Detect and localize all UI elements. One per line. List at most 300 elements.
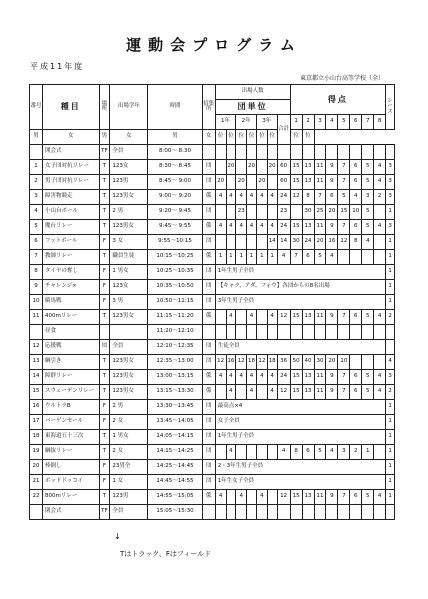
race-count: 1: [386, 295, 395, 310]
point-value: 15: [290, 370, 302, 385]
table-row: [30, 295, 395, 310]
participant-count: [267, 205, 277, 220]
event-time: 14:55〜15:05: [148, 490, 202, 505]
assembly-place: [202, 145, 215, 160]
header-g2-male: 男: [99, 130, 110, 145]
row-number: 15: [30, 385, 43, 400]
table-row: [30, 445, 395, 460]
participant-count: [247, 505, 257, 520]
participation-note: 最高点×4: [215, 400, 385, 415]
event-name: 昼食: [43, 325, 99, 340]
point-value: 11: [314, 385, 326, 400]
participant-count: [215, 160, 226, 175]
event-place: F: [99, 235, 110, 250]
event-time: 9:55〜10:15: [148, 235, 202, 250]
header-assembly: 招集所: [202, 85, 215, 130]
event-place: T: [99, 385, 110, 400]
race-count: 3: [386, 160, 395, 175]
header-point-6: 6: [350, 115, 362, 130]
race-count: 1: [386, 205, 395, 220]
table-row: [30, 415, 395, 430]
race-count: [386, 145, 395, 160]
participant-count: 4: [267, 370, 277, 385]
table-row: [30, 475, 395, 490]
event-grade: 3 女: [110, 235, 148, 250]
event-time: 11:20〜12:10: [148, 325, 202, 340]
table-row: [30, 400, 395, 415]
point-value: 30: [302, 205, 314, 220]
participant-count: 4: [277, 250, 290, 265]
participant-count: [215, 145, 226, 160]
event-place: T: [99, 190, 110, 205]
assembly-place: 団: [202, 160, 215, 175]
point-value: 8: [302, 190, 314, 205]
participant-count: 4: [215, 370, 226, 385]
participant-count: 1: [267, 250, 277, 265]
table-row: [30, 235, 395, 250]
assembly-place: 係: [202, 370, 215, 385]
assembly-place: 団: [202, 445, 215, 460]
race-count: 1: [386, 445, 395, 460]
point-value: [350, 325, 362, 340]
event-grade: 123男女: [110, 220, 148, 235]
point-value: 5: [362, 490, 374, 505]
point-value: 4: [326, 250, 338, 265]
point-value: [350, 505, 362, 520]
point-value: 5: [314, 250, 326, 265]
header-grade-1: 1年: [215, 115, 236, 130]
event-grade: 123男女: [110, 385, 148, 400]
event-place: T: [99, 250, 110, 265]
point-value: 5: [362, 385, 374, 400]
point-value: [290, 145, 302, 160]
participant-count: [256, 325, 267, 340]
header-g1-female: 女: [43, 130, 99, 145]
point-value: 9: [326, 310, 338, 325]
participant-count: 4: [247, 385, 257, 400]
header-point-1: 1: [290, 115, 302, 130]
event-name: 応援戦: [43, 340, 99, 355]
point-value: [362, 505, 374, 520]
event-place: T: [99, 370, 110, 385]
participant-count: [277, 145, 290, 160]
point-value: 9: [326, 220, 338, 235]
event-place: T: [99, 355, 110, 370]
point-value: 10: [350, 205, 362, 220]
event-place: 団: [99, 340, 110, 355]
participant-count: 4: [247, 220, 257, 235]
point-value: [374, 445, 386, 460]
participant-count: 1: [247, 250, 257, 265]
header-time: 時間: [148, 85, 202, 130]
event-time: 10:35〜10:50: [148, 280, 202, 295]
point-value: 4: [374, 220, 386, 235]
event-name: 小山台ボール: [43, 205, 99, 220]
event-place: T: [99, 310, 110, 325]
header-rank-5: 位: [256, 130, 267, 145]
header-races: レース: [386, 85, 395, 130]
participant-count: 18: [247, 355, 257, 370]
point-value: 15: [290, 310, 302, 325]
header-rank-1: 位: [215, 130, 226, 145]
race-count: 3: [386, 190, 395, 205]
participant-count: [236, 160, 247, 175]
event-time: 15:05〜15:30: [148, 505, 202, 520]
participation-note: 1年生女子全員: [215, 475, 385, 490]
table-row: [30, 265, 395, 280]
point-value: 7: [338, 175, 350, 190]
participant-count: [267, 145, 277, 160]
point-value: 7: [338, 310, 350, 325]
point-value: [338, 325, 350, 340]
header-points: 得点: [290, 85, 386, 115]
point-value: 7: [314, 190, 326, 205]
participant-count: [215, 505, 226, 520]
point-value: [326, 505, 338, 520]
point-value: [338, 505, 350, 520]
event-place: T: [99, 220, 110, 235]
header-no: 番号: [30, 85, 43, 130]
participant-count: [226, 505, 236, 520]
event-time: 11:15〜11:20: [148, 310, 202, 325]
point-value: 6: [350, 385, 362, 400]
participant-count: 14: [267, 235, 277, 250]
header-place: 場所: [99, 85, 110, 130]
participation-note: 女子全員: [215, 415, 385, 430]
participant-count: 4: [256, 490, 267, 505]
header-point-3: 3: [314, 115, 326, 130]
participant-count: [267, 505, 277, 520]
table-row: [30, 190, 395, 205]
event-time: 9:45〜 9:55: [148, 220, 202, 235]
participation-note: 3年生男子全員: [215, 295, 385, 310]
participant-count: [236, 505, 247, 520]
point-value: [350, 355, 362, 370]
point-value: 5: [362, 310, 374, 325]
participant-count: [247, 325, 257, 340]
point-value: 15: [290, 220, 302, 235]
event-time: 13:00〜13:15: [148, 370, 202, 385]
table-row: [30, 430, 395, 445]
event-place: F: [99, 400, 110, 415]
header-point-4: 4: [326, 115, 338, 130]
race-count: [386, 340, 395, 355]
point-value: 13: [302, 490, 314, 505]
event-grade: 2 女: [110, 415, 148, 430]
event-place: T: [99, 205, 110, 220]
table-row: [30, 220, 395, 235]
participant-count: 12: [215, 355, 226, 370]
participant-count: [247, 145, 257, 160]
participation-note: 1年生男子全員: [215, 265, 385, 280]
participant-count: [226, 325, 236, 340]
point-value: 9: [326, 490, 338, 505]
participant-count: [247, 490, 257, 505]
participant-count: 36: [277, 355, 290, 370]
point-value: [374, 355, 386, 370]
event-name: 800mリレー: [43, 490, 99, 505]
participant-count: 4: [256, 190, 267, 205]
event-place: F: [99, 295, 110, 310]
point-value: 3: [338, 445, 350, 460]
participant-count: 20: [267, 160, 277, 175]
point-value: 15: [290, 385, 302, 400]
table-header: [30, 85, 395, 145]
participant-count: 24: [277, 190, 290, 205]
race-count: 1: [386, 490, 395, 505]
participant-count: [236, 445, 247, 460]
event-time: 10:50〜11:15: [148, 295, 202, 310]
participant-count: [247, 235, 257, 250]
assembly-place: 団: [202, 295, 215, 310]
participant-count: [267, 490, 277, 505]
assembly-place: 団: [202, 205, 215, 220]
participant-count: [236, 325, 247, 340]
participant-count: 16: [226, 355, 236, 370]
race-count: 4: [386, 355, 395, 370]
event-grade: 123男: [110, 175, 148, 190]
participant-count: [256, 145, 267, 160]
event-grade: 123男女: [110, 310, 148, 325]
participant-count: 4: [226, 310, 236, 325]
participant-count: 4: [267, 190, 277, 205]
program-table: [29, 84, 395, 520]
point-value: 2: [350, 445, 362, 460]
race-count: 1: [386, 430, 395, 445]
point-value: [302, 145, 314, 160]
point-value: 7: [290, 250, 302, 265]
event-grade: 123女: [110, 280, 148, 295]
participant-count: [267, 445, 277, 460]
point-value: [374, 205, 386, 220]
table-row: [30, 175, 395, 190]
event-time: 14:45〜14:55: [148, 475, 202, 490]
participant-count: 4: [267, 385, 277, 400]
participant-count: 4: [226, 370, 236, 385]
header-point-8: 8: [374, 115, 386, 130]
event-time: 9:00〜 9:20: [148, 190, 202, 205]
participant-count: 4: [277, 445, 290, 460]
point-value: [314, 505, 326, 520]
point-value: 7: [338, 370, 350, 385]
point-value: 6: [350, 175, 362, 190]
point-value: 6: [350, 490, 362, 505]
assembly-place: 係: [202, 310, 215, 325]
event-name: 障群リレー: [43, 370, 99, 385]
assembly-place: 団: [202, 355, 215, 370]
row-number: 18: [30, 430, 43, 445]
event-time: 13:45〜14:05: [148, 415, 202, 430]
point-value: [350, 145, 362, 160]
header-rank-3: 位: [236, 130, 247, 145]
participant-count: [256, 235, 267, 250]
row-number: 22: [30, 490, 43, 505]
race-count: 2: [386, 310, 395, 325]
participant-count: [256, 505, 267, 520]
participant-count: 12: [236, 355, 247, 370]
event-place: T: [99, 160, 110, 175]
point-value: [374, 325, 386, 340]
participant-count: [277, 325, 290, 340]
point-value: 15: [290, 490, 302, 505]
race-count: 3: [386, 220, 395, 235]
event-place: [99, 325, 110, 340]
participant-count: 4: [236, 490, 247, 505]
event-name: 棒倒し: [43, 460, 99, 475]
point-value: 5: [338, 190, 350, 205]
event-name: 騎馬戦: [43, 295, 99, 310]
event-grade: 123男女: [110, 190, 148, 205]
participant-count: 12: [277, 310, 290, 325]
participant-count: 4: [247, 310, 257, 325]
table-row: [30, 145, 395, 160]
header-g3-male: 男: [148, 130, 202, 145]
point-value: [302, 505, 314, 520]
participant-count: [247, 445, 257, 460]
point-value: [362, 145, 374, 160]
participation-note: 1年生男子全員: [215, 430, 385, 445]
event-grade: 2 男: [110, 205, 148, 220]
participant-count: 24: [277, 370, 290, 385]
point-value: 7: [338, 490, 350, 505]
point-value: 13: [302, 175, 314, 190]
event-name: 閉会式: [43, 505, 99, 520]
point-value: [374, 145, 386, 160]
point-value: [374, 250, 386, 265]
event-time: 10:15〜10:25: [148, 250, 202, 265]
event-time: 8:45〜 9:00: [148, 175, 202, 190]
participant-count: [226, 145, 236, 160]
row-number: 13: [30, 355, 43, 370]
point-value: 9: [326, 370, 338, 385]
point-value: [362, 250, 374, 265]
event-name: ウルトラB: [43, 400, 99, 415]
header-rank-4: 位: [247, 130, 257, 145]
point-value: 10: [338, 355, 350, 370]
event-name: 女子団対抗リレー: [43, 160, 99, 175]
row-number: 2: [30, 175, 43, 190]
header-grade-3: 3年: [256, 115, 277, 130]
participant-count: 14: [277, 235, 290, 250]
footnote: Tはトラック、Fはフィールド: [120, 550, 212, 558]
point-value: [290, 325, 302, 340]
assembly-place: 係: [202, 490, 215, 505]
participant-count: [215, 385, 226, 400]
event-name: 綱引き: [43, 355, 99, 370]
point-value: [350, 250, 362, 265]
participant-count: 1: [256, 250, 267, 265]
participant-count: [215, 235, 226, 250]
point-value: 40: [302, 355, 314, 370]
event-grade: 職員生徒: [110, 250, 148, 265]
participant-count: [256, 445, 267, 460]
point-value: [314, 325, 326, 340]
table-row: [30, 490, 395, 505]
participant-count: [256, 205, 267, 220]
event-time: 8:00〜 8:30: [148, 145, 202, 160]
participant-count: [236, 235, 247, 250]
row-number: 3: [30, 190, 43, 205]
table-row: [30, 205, 395, 220]
header-point-5: 5: [338, 115, 350, 130]
point-value: 6: [302, 250, 314, 265]
point-value: 20: [326, 355, 338, 370]
race-count: 3: [386, 370, 395, 385]
row-number: 19: [30, 445, 43, 460]
participant-count: 4: [256, 370, 267, 385]
point-value: 4: [374, 370, 386, 385]
event-place: T: [99, 430, 110, 445]
header-point-2: 2: [302, 115, 314, 130]
point-value: 13: [302, 160, 314, 175]
participant-count: [226, 175, 236, 190]
participant-count: 4: [215, 190, 226, 205]
participant-count: 12: [277, 490, 290, 505]
point-value: 6: [350, 370, 362, 385]
table-row: [30, 160, 395, 175]
point-value: 8: [350, 235, 362, 250]
event-grade: 123男女: [110, 355, 148, 370]
event-name: 東海道五十三次: [43, 430, 99, 445]
point-value: 7: [338, 160, 350, 175]
event-time: 14:25〜14:45: [148, 460, 202, 475]
event-name: 男子団対抗リレー: [43, 175, 99, 190]
participant-count: 4: [226, 385, 236, 400]
race-count: 3: [386, 175, 395, 190]
assembly-place: 係: [202, 190, 215, 205]
arrow-mark: ↓: [114, 532, 121, 541]
point-value: 8: [290, 445, 302, 460]
point-value: [326, 325, 338, 340]
row-number: 8: [30, 265, 43, 280]
point-value: [314, 145, 326, 160]
point-value: 4: [374, 385, 386, 400]
row-number: [30, 145, 43, 160]
assembly-place: 団: [202, 280, 215, 295]
event-time: 9:20〜 9:45: [148, 205, 202, 220]
point-value: 20: [314, 235, 326, 250]
event-place: F: [99, 460, 110, 475]
event-name: 魔台リレー: [43, 220, 99, 235]
participation-note: 生徒全員: [215, 340, 385, 355]
participant-count: [236, 385, 247, 400]
event-grade: [110, 325, 148, 340]
row-number: 21: [30, 475, 43, 490]
event-grade: 1 男女: [110, 265, 148, 280]
table-row: [30, 325, 395, 340]
header-rank-2: 位: [226, 130, 236, 145]
race-count: [386, 325, 395, 340]
assembly-place: 団: [202, 415, 215, 430]
point-value: 4: [362, 235, 374, 250]
event-grade: 1 女: [110, 475, 148, 490]
point-value: 30: [290, 235, 302, 250]
point-value: 16: [326, 235, 338, 250]
header-g2-female: 女: [110, 130, 148, 145]
participation-note: 2・3年生男子全員: [215, 460, 385, 475]
participant-count: [226, 490, 236, 505]
event-name: チャレンジ∞: [43, 280, 99, 295]
point-value: 20: [326, 205, 338, 220]
event-time: 12:35〜13:00: [148, 355, 202, 370]
event-place: F: [99, 475, 110, 490]
event-place: T: [99, 175, 110, 190]
assembly-place: 団: [202, 460, 215, 475]
point-value: [374, 235, 386, 250]
point-value: [362, 355, 374, 370]
event-time: 12:10〜12:35: [148, 340, 202, 355]
event-name: バーゲンセール: [43, 415, 99, 430]
